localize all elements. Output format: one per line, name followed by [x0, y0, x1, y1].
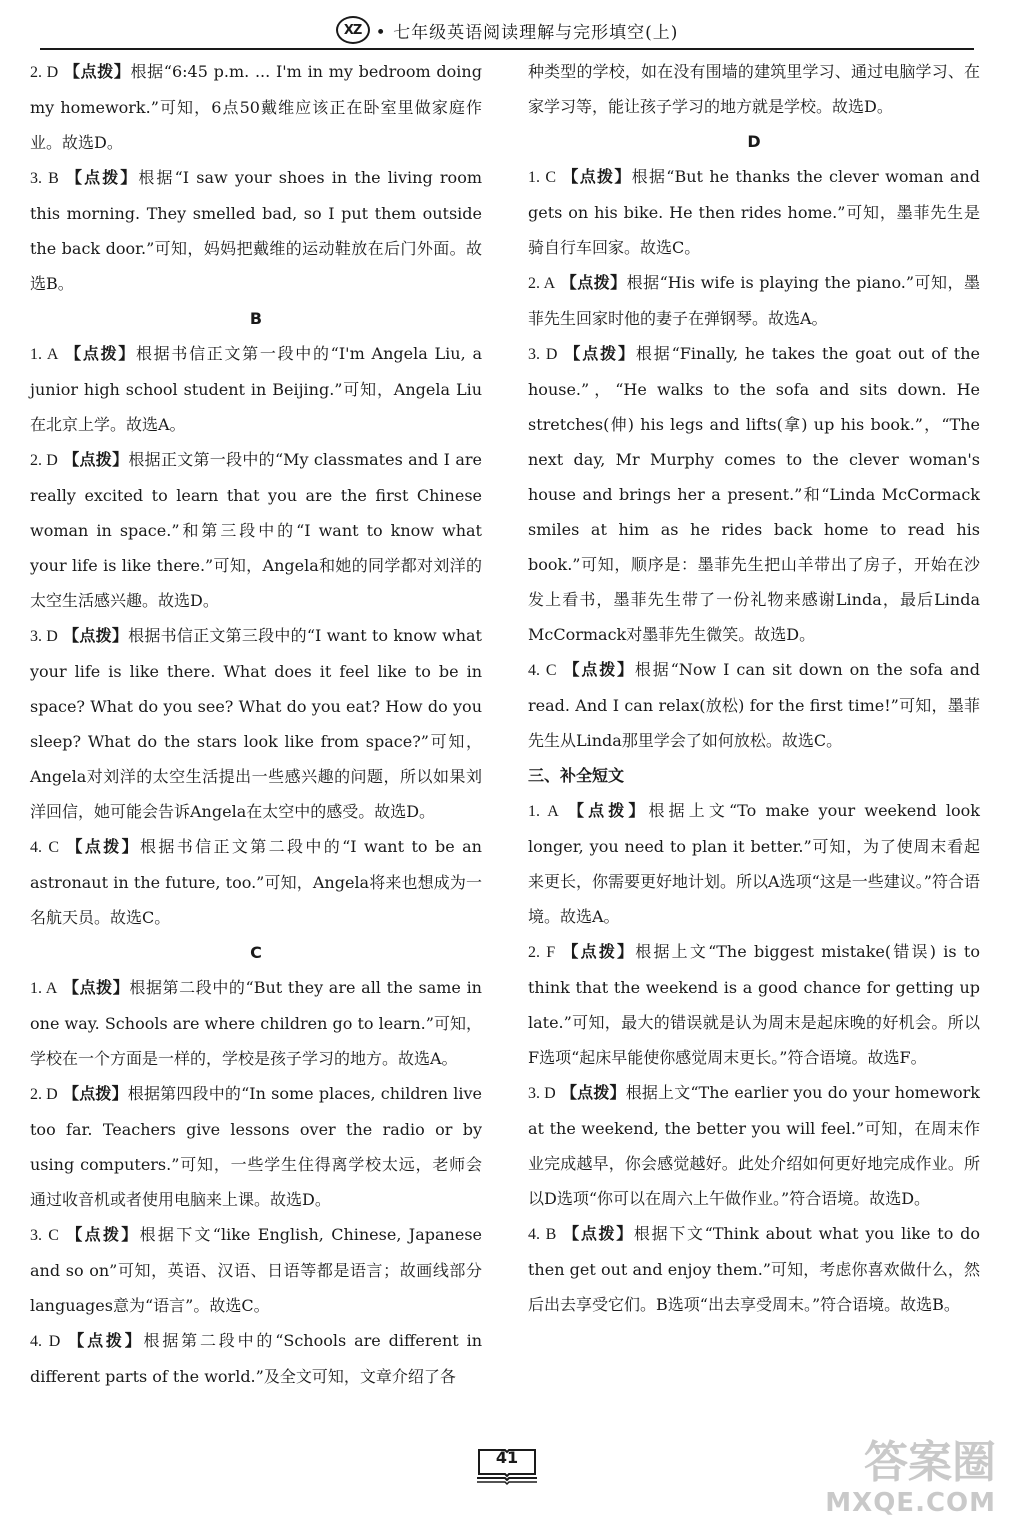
answer-explanation: 根据“Now I can sit down on the sofa and read. And I can relax(放松) for the first time!”可知，墨菲先生从Linda那里学会了如何放松。故选C。 [528, 660, 980, 750]
hint-tag: 【点拨】 [568, 801, 649, 820]
answer-item [30, 829, 482, 935]
left-column [30, 54, 482, 1394]
answer-item [528, 159, 980, 265]
answer-explanation: 根据第二段中的“But they are all the same in one way. Schools are where children go to learn.”可知，学校在一个方面是一样的，学校是孩子学习的地方。故选A。 [30, 978, 482, 1068]
answer-item [528, 793, 980, 934]
answer-number: 2. F [528, 944, 556, 961]
answer-number: 1. A [30, 980, 58, 997]
hint-tag: 【点拨】 [68, 1331, 144, 1350]
answer-item [30, 618, 482, 829]
hint-tag: 【点拨】 [562, 167, 632, 186]
answer-number: 2. D [30, 1086, 58, 1103]
answer-explanation: 根据“His wife is playing the piano.”可知，墨菲先生回家时他的妻子在弹钢琴。故选A。 [528, 273, 980, 328]
answer-item [528, 1075, 980, 1216]
hint-tag: 【点拨】 [563, 660, 635, 679]
answer-number: 4. C [528, 662, 557, 679]
hint-tag: 【点拨】 [63, 626, 129, 645]
hint-tag: 【点拨】 [63, 1084, 128, 1103]
watermark-line-2: MXQE.COM [825, 1488, 996, 1518]
answer-number: 3. D [528, 1085, 556, 1102]
answer-explanation: 根据下文“like English, Chinese, Japanese and so on”可知，英语、汉语、日语等都是语言；故画线部分languages意为“语言”。故选C。 [30, 1225, 482, 1315]
answer-item [30, 970, 482, 1076]
hint-tag: 【点拨】 [62, 978, 130, 997]
hint-tag: 【点拨】 [65, 168, 139, 187]
right-column [528, 54, 980, 1322]
answer-explanation: 根据“Finally, he takes the goat out of the house.”，“He walks to the sofa and sits down. He stretches(伸) his legs and lifts(拿) up his book.”，“The next day, Mr Murphy comes to the clever woman's house and brings her a present.”和“Linda McCormack smiles at him as he rides back home to read his book.”可知，顺序是：墨菲先生把山羊带出了房子，开始在沙发上看书，墨菲先生带了一份礼物来感谢Linda，最后Linda McCormack对墨菲先生微笑。故选D。 [528, 344, 980, 644]
answer-number: 1. A [30, 346, 59, 363]
watermark-line-1: 答案圈 [864, 1437, 996, 1488]
answer-explanation: 根据第二段中的“Schools are different in different parts of the world.”及全文可知，文章介绍了各 [30, 1331, 483, 1386]
answer-number: 4. C [30, 839, 60, 856]
answer-item [30, 1217, 482, 1323]
hint-tag: 【点拨】 [63, 62, 131, 81]
answer-item [30, 1076, 482, 1217]
answer-item [30, 1323, 482, 1394]
page-header [40, 12, 974, 50]
hint-tag: 【点拨】 [560, 273, 627, 292]
part-d-list [528, 159, 980, 758]
answer-explanation: 根据上文“The biggest mistake(错误) is to think that the weekend is a good chance for getting up late.”可知，最大的错误就是认为周末是起床晚的好机会。所以F选项“起床早能使你感觉周末更长。”符合语境。故选F。 [528, 942, 980, 1067]
answer-item [30, 54, 482, 160]
answer-number: 2. D [30, 64, 59, 81]
answer-explanation: 根据“I saw your shoes in the living room this morning. They smelled bad, so I put them outside the back door.”可知，妈妈把戴维的运动鞋放在后门外面。故选B。 [30, 168, 482, 293]
answer-explanation: 根据第四段中的“In some places, children live too far. Teachers give lessons over the radio or by using computers.”可知，一些学生住得离学校太远，老师会通过收音机或者使用电脑来上课。故选D。 [30, 1084, 482, 1209]
hint-tag: 【点拨】 [66, 1225, 140, 1244]
hint-tag: 【点拨】 [564, 344, 636, 363]
answer-number: 1. C [528, 169, 556, 186]
publisher-logo: XZ [336, 16, 370, 44]
page-number: 41 [495, 1448, 519, 1467]
answer-item [30, 442, 482, 618]
answer-number: 3. D [528, 346, 558, 363]
part-three-list [528, 793, 980, 1322]
answer-item [528, 265, 980, 336]
answer-explanation: 根据下文“Think about what you like to do then get out and enjoy them.”可知，考虑你喜欢做什么，然后出去享受它们。B选项“出去享受周末。”符合语境。故选B。 [528, 1224, 980, 1314]
hint-tag: 【点拨】 [562, 942, 636, 961]
answer-item [528, 652, 980, 758]
section-heading-d: D [747, 132, 761, 151]
section-heading-three: 三、补全短文 [528, 766, 625, 785]
page-number-badge [475, 1444, 539, 1486]
answer-explanation: 根据上文“The earlier you do your homework at the weekend, the better you will feel.”可知，在周末作业完成越早，你会感觉越好。此处介绍如何更好地完成作业。所以D选项“你可以在周六上午做作业。”符合语境。故选D。 [528, 1083, 980, 1208]
hint-tag: 【点拨】 [563, 1224, 634, 1243]
answer-explanation: 根据上文“To make your weekend look longer, you need to plan it better.”可知，为了使周末看起来更长，你需要更好地计划。所以A选项“这是一些建议。”符合语境。故选A。 [528, 801, 980, 926]
part-b-list [30, 336, 482, 935]
part-c-list [30, 970, 482, 1394]
answer-explanation: 根据“But he thanks the clever woman and gets on his bike. He then rides home.”可知，墨菲先生是骑自行车回家。故选C。 [528, 167, 980, 257]
answer-number: 2. A [528, 275, 556, 292]
answer-explanation: 根据“6:45 p.m. ... I'm in my bedroom doing my homework.”可知，6点50戴维应该正在卧室里做家庭作业。故选D。 [30, 62, 482, 152]
answer-explanation: 根据书信正文第二段中的“I want to be an astronaut in the future, too.”可知，Angela将来也想成为一名航天员。故选C。 [30, 837, 482, 927]
answer-number: 3. D [30, 628, 58, 645]
answer-number: 4. D [30, 1333, 61, 1350]
answer-number: 3. C [30, 1227, 59, 1244]
answer-item [528, 336, 980, 652]
answer-item [528, 1216, 980, 1322]
answer-explanation: 根据书信正文第三段中的“I want to know what your life is like there. What does it feel like to be in space? What do you see? What do you eat? How do you sleep? What do the stars look like from space?”可知，Angela对刘洋的太空生活提出一些感兴趣的问题，所以如果刘洋回信，她可能会告诉Angela在太空中的感受。故选D。 [30, 626, 482, 821]
hint-tag: 【点拨】 [65, 344, 136, 363]
answer-number: 1. A [528, 803, 559, 820]
hint-tag: 【点拨】 [561, 1083, 626, 1102]
answer-explanation: 根据正文第一段中的“My classmates and I are really excited to learn that you are the first Chinese woman in space.”和第三段中的“I want to know what your life is like there.”可知，Angela和她的同学都对刘洋的太空生活感兴趣。故选D。 [30, 450, 482, 610]
answer-item [528, 934, 980, 1075]
book-title: • 七年级英语阅读理解与完形填空(上) [375, 22, 679, 43]
section-heading-c: C [250, 943, 262, 962]
answer-item [30, 160, 482, 301]
answer-item [30, 336, 482, 442]
answer-number: 4. B [528, 1226, 557, 1243]
continuation-text: 种类型的学校，如在没有围墙的建筑里学习、通过电脑学习、在家学习等，能让孩子学习的地方就是学校。故选D。 [528, 62, 980, 116]
hint-tag: 【点拨】 [66, 837, 140, 856]
hint-tag: 【点拨】 [63, 450, 129, 469]
watermark [816, 1438, 996, 1528]
section-heading-b: B [249, 309, 263, 328]
answer-number: 3. B [30, 170, 59, 187]
answer-number: 2. D [30, 452, 58, 469]
part-a-list [30, 54, 482, 301]
answer-explanation: 根据书信正文第一段中的“I'm Angela Liu, a junior high school student in Beijing.”可知，Angela Liu在北京上学。故选A。 [30, 344, 483, 434]
